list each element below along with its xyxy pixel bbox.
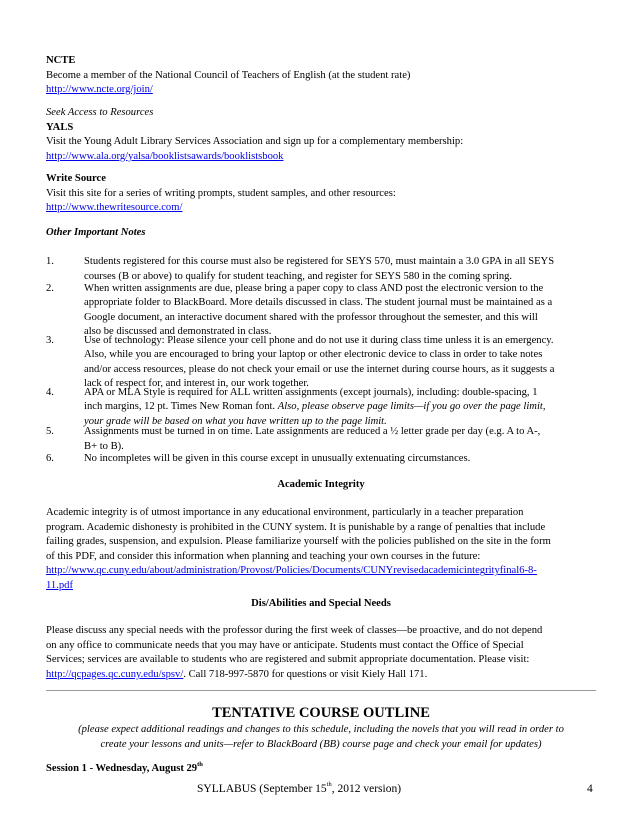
paragraph-line: program. Academic dishonesty is prohibited in the CUNY system. It is punishable by a range of penalties that include (46, 521, 546, 533)
list-item-number: 5. (46, 426, 54, 437)
list-item-number: 3. (46, 334, 54, 346)
paragraph-line: Services; services are available to students who are registered and submit appropriate documentation. Please visit: (46, 654, 530, 666)
ncte-description: Become a member of the National Council of Teachers of English (at the student rate) (46, 69, 411, 81)
list-item-line-emphasis: Also, please observe page limits—if you go over the page limit, (277, 401, 546, 413)
list-item-number: 1. (46, 256, 54, 267)
ncte-section (46, 54, 596, 98)
list-item-line-plain: inch margins, 12 pt. Times New Roman font. (84, 401, 278, 413)
list-item-line: and/or access resources, please do not check your email or use the internet during course hours, as it suggests a (84, 363, 555, 375)
session-label-suffix: th (197, 761, 203, 768)
notes-heading: Other Important Notes (46, 227, 146, 238)
disabilities-heading-block (46, 597, 596, 612)
write-source-link[interactable]: http://www.thewritesource.com/ (46, 202, 183, 214)
paragraph-line: of this PDF, and consider this information when planning and teaching your own courses in the future: (46, 550, 481, 562)
yals-title: YALS (46, 121, 74, 133)
ncte-link[interactable]: http://www.ncte.org/join/ (46, 84, 153, 96)
outline-title: TENTATIVE COURSE OUTLINE (212, 705, 430, 721)
session-heading (46, 762, 596, 777)
notes-list (46, 255, 596, 475)
list-item-line: courses (B or above) to qualify for student teaching, and register for SEYS 580 in the coming spring. (84, 270, 513, 282)
academic-integrity-link-continued[interactable]: 11.pdf (46, 579, 73, 591)
outline-subtitle-line: (please expect additional readings and changes to this schedule, including the novels that you will read in order to (78, 724, 564, 735)
paragraph-line: on any office to communicate needs that you may have or anticipate. Students must contact the Office of Special (46, 639, 524, 651)
resources-lead: Seek Access to Resources (46, 107, 154, 118)
list-item-line: your grade will be based on what you have written up to the page limit. (84, 415, 387, 427)
disabilities-heading: Dis/Abilities and Special Needs (251, 598, 391, 609)
list-item-line: No incompletes will be given in this course except in unusually extenuating circumstances. (84, 453, 471, 464)
footer-label-end: , 2012 version) (331, 783, 402, 795)
academic-integrity-heading: Academic Integrity (277, 479, 365, 490)
special-services-link[interactable]: http://qcpages.qc.cuny.edu/spsv/ (46, 668, 184, 680)
yals-section (46, 106, 596, 164)
list-item-number: 6. (46, 453, 54, 464)
session-label: Session 1 - Wednesday, August 29 (46, 763, 198, 774)
list-item-number: 2. (46, 282, 54, 294)
list-item-line: APA or MLA Style is required for ALL written assignments (except journals), including: double-spacing, 1 (84, 386, 538, 398)
session-heading-block (46, 762, 596, 777)
yals-link[interactable]: http://www.ala.org/yalsa/booklistsawards/booklistsbook (46, 150, 284, 162)
footer-label (197, 782, 401, 797)
list-item-line: B+ to B). (84, 440, 124, 452)
section-divider (46, 690, 596, 691)
list-item-line: also be discussed and demonstrated in class. (84, 326, 272, 338)
list-item-line: Google document, an interactive document shared with the professor throughout the semester, and this will (84, 311, 538, 323)
paragraph-line: Academic integrity is of utmost importance in any educational environment, particularly in a teacher preparation (46, 507, 524, 518)
paragraph-line: Please discuss any special needs with the professor during the first week of classes—be proactive, and do not depend (46, 625, 543, 636)
footer-label-start: SYLLABUS (September 15 (197, 783, 327, 795)
academic-integrity-body (46, 506, 596, 594)
list-item-line: Use of technology: Please silence your cell phone and do not use it during class time unless it is an emergency. (84, 334, 554, 346)
list-item-line: appropriate folder to BlackBoard. More details discussed in class. The student journal must be maintained as a (84, 297, 553, 309)
list-item-line: Assignments must be turned in on time. Late assignments are reduced a ½ letter grade per day (e.g. A to A-, (84, 426, 541, 437)
footer-label-suffix: th (326, 781, 332, 788)
paragraph-line: failing grades, suspension, and expulsion. Please familiarize yourself with the policies published on the site in the form (46, 536, 551, 548)
outline-subtitle-line: create your lessons and units—refer to BlackBoard (BB) course page and check your email for updates) (100, 738, 542, 750)
list-item-number: 4. (46, 386, 54, 398)
page-number: 4 (587, 783, 593, 795)
list-item-line: When written assignments are due, please bring a paper copy to class AND post the electronic version to the (84, 282, 544, 294)
yals-description: Visit the Young Adult Library Services Association and sign up for a complementary membership: (46, 136, 464, 148)
list-item-line: Students registered for this course must also be registered for SEYS 570, must maintain a 3.0 GPA in all SEYS (84, 256, 555, 267)
list-item-line (84, 400, 545, 415)
ncte-title: NCTE (46, 55, 76, 66)
notes-heading-block (46, 226, 596, 241)
write-source-title: Write Source (46, 173, 106, 184)
list-item-line: Also, while you are encouraged to bring your laptop or other electronic device to class in order to take notes (84, 349, 543, 361)
academic-integrity-heading-block (46, 478, 596, 493)
paragraph-line (46, 668, 596, 683)
academic-integrity-link[interactable]: http://www.qc.cuny.edu/about/administration/Provost/Policies/Documents/CUNYrevisedacademicintegrityfinal6-8- (46, 565, 537, 577)
outline-section (46, 704, 596, 752)
write-source-section (46, 172, 596, 216)
write-source-description: Visit this site for a series of writing prompts, student samples, and other resources: (46, 187, 396, 199)
special-services-contact: . Call 718-997-5870 for questions or visit Kiely Hall 171. (183, 668, 428, 680)
list-item-line: lack of respect for, and interest in, our work together. (84, 378, 309, 390)
disabilities-body (46, 624, 596, 682)
